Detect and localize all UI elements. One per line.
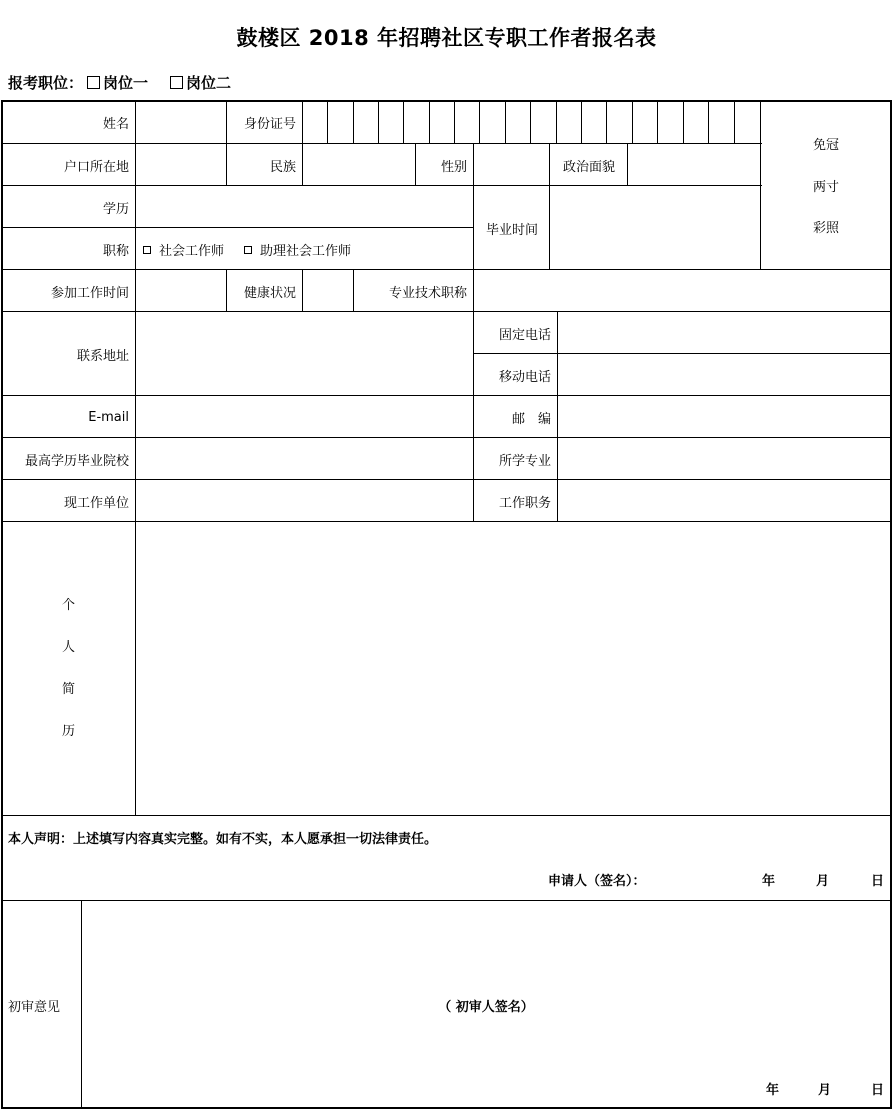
label-employer: 现工作单位: [63, 495, 129, 511]
label-health: 健康状况: [243, 285, 296, 301]
signature-day: 日: [871, 873, 885, 889]
checkbox-icon[interactable]: [143, 246, 151, 254]
checkbox-icon[interactable]: [170, 76, 183, 89]
position-selector: [8, 72, 231, 93]
title-option-1[interactable]: 社会工作师: [143, 240, 224, 259]
checkbox-icon[interactable]: [244, 246, 252, 254]
label-political: 政治面貌: [562, 159, 615, 175]
resume-textarea[interactable]: [136, 522, 890, 815]
signature-month: 月: [816, 873, 830, 889]
position-label: 报考职位：: [8, 74, 84, 92]
form-title: 鼓楼区 2018 年招聘社区专职工作者报名表: [236, 26, 657, 50]
name-input[interactable]: [136, 101, 226, 143]
review-day: 日: [871, 1082, 885, 1098]
position-option-1[interactable]: 岗位一: [87, 74, 148, 92]
label-tech-title: 专业技术职称: [388, 285, 467, 301]
label-postcode: 邮 编: [511, 411, 551, 427]
checkbox-icon[interactable]: [87, 76, 100, 89]
signature-year: 年: [762, 873, 776, 889]
label-resume: 个 人 简 历: [61, 598, 75, 739]
label-work-start: 参加工作时间: [50, 285, 129, 301]
label-gender: 性别: [440, 159, 467, 175]
label-name: 姓名: [102, 116, 129, 132]
title-option-2[interactable]: 助理社会工作师: [244, 240, 351, 259]
label-email: E-mail: [88, 409, 129, 425]
review-year: 年: [766, 1082, 780, 1098]
label-address: 联系地址: [76, 348, 129, 364]
label-major: 所学专业: [498, 453, 551, 469]
label-review: 初审意见: [8, 999, 61, 1015]
label-ethnicity: 民族: [269, 159, 296, 175]
review-month: 月: [818, 1082, 832, 1098]
photo-placeholder[interactable]: 免冠 两寸 彩照: [812, 138, 839, 236]
title-options: [136, 228, 473, 270]
label-hukou: 户口所在地: [63, 159, 129, 175]
label-landline: 固定电话: [498, 327, 551, 343]
label-id-number: 身份证号: [243, 116, 296, 132]
applicant-signature-label: 申请人（签名）：: [548, 873, 646, 889]
declaration-text: 本人声明：上述填写内容真实完整。如有不实，本人愿承担一切法律责任。: [8, 831, 438, 847]
label-grad-time: 毕业时间: [485, 222, 538, 238]
reviewer-signature-label: （ 初审人签名）: [438, 999, 534, 1015]
label-job: 工作职务: [498, 495, 551, 511]
label-education: 学历: [102, 201, 129, 217]
label-school: 最高学历毕业院校: [24, 453, 129, 469]
label-title: 职称: [102, 243, 129, 259]
label-mobile: 移动电话: [498, 369, 551, 385]
position-option-2[interactable]: 岗位二: [170, 74, 231, 92]
